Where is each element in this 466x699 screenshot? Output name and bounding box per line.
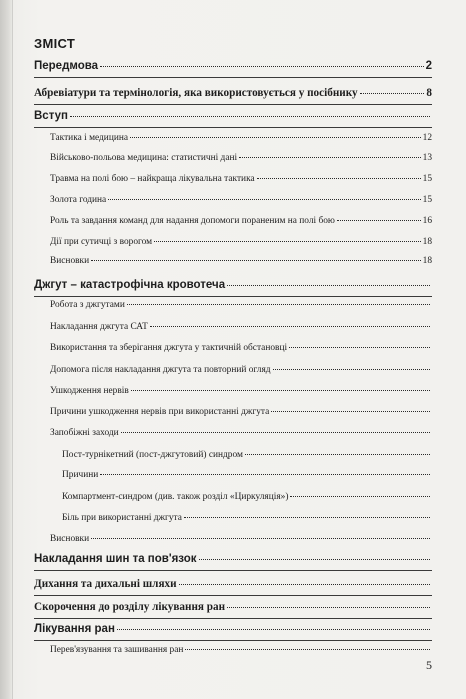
toc-entry-label: Запобіжні заходи — [50, 428, 119, 438]
toc-entry-label: Накладання джгута САТ — [50, 322, 148, 332]
toc-leader-dots — [130, 137, 421, 138]
toc-entry — [62, 450, 432, 460]
toc-entry-label: Дихання та дихальні шляхи — [34, 578, 177, 590]
page-title: ЗМІСТ — [34, 36, 76, 51]
toc-leader-dots — [184, 517, 430, 518]
toc-entry-label: Допомога після накладання джгута та повторний огляд — [50, 365, 271, 375]
toc-leader-dots — [91, 538, 430, 539]
section-divider — [34, 127, 432, 128]
section-divider — [34, 77, 432, 78]
section-divider — [34, 640, 432, 641]
toc-leader-dots — [290, 496, 430, 497]
toc-entry-label: Травма на полі бою – найкраща лікувальна тактика — [50, 174, 255, 184]
toc-entry — [50, 216, 432, 226]
toc-entry — [50, 153, 432, 163]
toc-entry — [50, 407, 432, 417]
toc-entry-label: Пост-турнікетний (пост-джгутовий) синдром — [62, 450, 243, 460]
toc-entry — [34, 578, 432, 590]
toc-entry — [34, 110, 432, 122]
toc-entry-page: 18 — [422, 237, 432, 247]
toc-leader-dots — [100, 474, 430, 475]
toc-leader-dots — [117, 629, 430, 630]
toc-entry — [50, 237, 432, 247]
toc-entry — [34, 60, 432, 72]
toc-entry — [34, 87, 432, 99]
toc-entry-label: Скорочення до розділу лікування ран — [34, 601, 226, 613]
section-divider — [34, 296, 432, 297]
toc-entry-label: Золота година — [50, 195, 107, 205]
toc-entry-label: Накладання шин та пов'язок — [34, 553, 197, 565]
toc-entry-page: 15 — [422, 174, 432, 184]
toc-leader-dots — [150, 326, 430, 327]
toc-entry-page: 12 — [422, 133, 432, 143]
toc-entry-label: Вступ — [34, 110, 68, 122]
toc-entry — [50, 365, 432, 375]
section-divider — [34, 618, 432, 619]
toc-entry — [50, 195, 432, 205]
toc-entry-page: 18 — [422, 256, 432, 266]
toc-entry-label: Причини — [62, 470, 99, 480]
toc-entry-page: 16 — [422, 216, 432, 226]
toc-leader-dots — [289, 347, 430, 348]
toc-leader-dots — [100, 66, 424, 67]
toc-leader-dots — [108, 199, 420, 200]
toc-entry-page: 2 — [425, 60, 432, 72]
toc-entry-label: Передмова — [34, 60, 99, 72]
toc-entry-label: Роль та завдання команд для надання допомоги пораненим на полі бою — [50, 216, 335, 226]
page-binding-shadow — [0, 0, 13, 699]
toc-entry-label: Лікування ран — [34, 623, 115, 635]
toc-leader-dots — [239, 157, 421, 158]
toc-entry — [50, 645, 432, 655]
toc-entry — [50, 428, 432, 438]
toc-leader-dots — [127, 304, 430, 305]
section-divider — [34, 595, 432, 596]
toc-entry-page: 8 — [426, 87, 432, 99]
toc-entry — [62, 492, 432, 502]
toc-leader-dots — [185, 649, 430, 650]
toc-leader-dots — [257, 178, 421, 179]
toc-entry — [62, 513, 432, 523]
toc-entry — [50, 386, 432, 396]
toc-leader-dots — [273, 369, 430, 370]
toc-entry-label: Висновки — [50, 534, 90, 544]
toc-entry-label: Використання та зберігання джгута у тактичній обстановці — [50, 343, 288, 353]
toc-entry — [50, 174, 432, 184]
toc-entry-label: Тактика і медицина — [50, 133, 129, 143]
toc-entry-page: 13 — [422, 153, 432, 163]
toc-leader-dots — [271, 411, 430, 412]
toc-entry-label: Джгут – катастрофічна кровотеча — [34, 279, 226, 291]
toc-leader-dots — [199, 559, 430, 560]
toc-leader-dots — [245, 454, 430, 455]
section-divider — [34, 570, 432, 571]
toc-leader-dots — [227, 285, 430, 286]
toc-leader-dots — [360, 93, 425, 94]
toc-entry — [34, 553, 432, 565]
toc-entry-label: Компартмент-синдром (див. також розділ «Циркуляція») — [62, 492, 289, 502]
toc-entry-label: Робота з джгутами — [50, 300, 125, 310]
toc-entry — [50, 256, 432, 266]
toc-entry — [50, 133, 432, 143]
page-number: 5 — [426, 658, 432, 672]
toc-entry — [62, 470, 432, 480]
toc-entry — [34, 601, 432, 613]
toc-entry — [34, 623, 432, 635]
toc-leader-dots — [131, 390, 430, 391]
toc-leader-dots — [227, 607, 430, 608]
toc-entry — [34, 279, 432, 291]
toc-entry-label: Абревіатури та термінологія, яка використовується у посібнику — [34, 87, 358, 99]
toc-leader-dots — [179, 584, 430, 585]
toc-leader-dots — [154, 241, 421, 242]
toc-entry-label: Перев'язування та зашивання ран — [50, 645, 184, 655]
toc-entry-label: Військово-польова медицина: статистичні дані — [50, 153, 238, 163]
toc-entry-label: Біль при використанні джгута — [62, 513, 182, 523]
toc-entry-page: 15 — [422, 195, 432, 205]
toc-leader-dots — [337, 220, 421, 221]
toc-leader-dots — [70, 116, 430, 117]
toc-leader-dots — [121, 432, 430, 433]
toc-entry-label: Причини ушкодження нервів при використанні джгута — [50, 407, 270, 417]
toc-entry — [50, 534, 432, 544]
toc-leader-dots — [91, 260, 420, 261]
toc-entry-label: Дії при сутичці з ворогом — [50, 237, 153, 247]
toc-entry — [50, 322, 432, 332]
toc-entry-label: Висновки — [50, 256, 90, 266]
section-divider — [34, 104, 432, 105]
toc-entry-label: Ушкодження нервів — [50, 386, 129, 396]
toc-entry — [50, 343, 432, 353]
toc-entry — [50, 300, 432, 310]
